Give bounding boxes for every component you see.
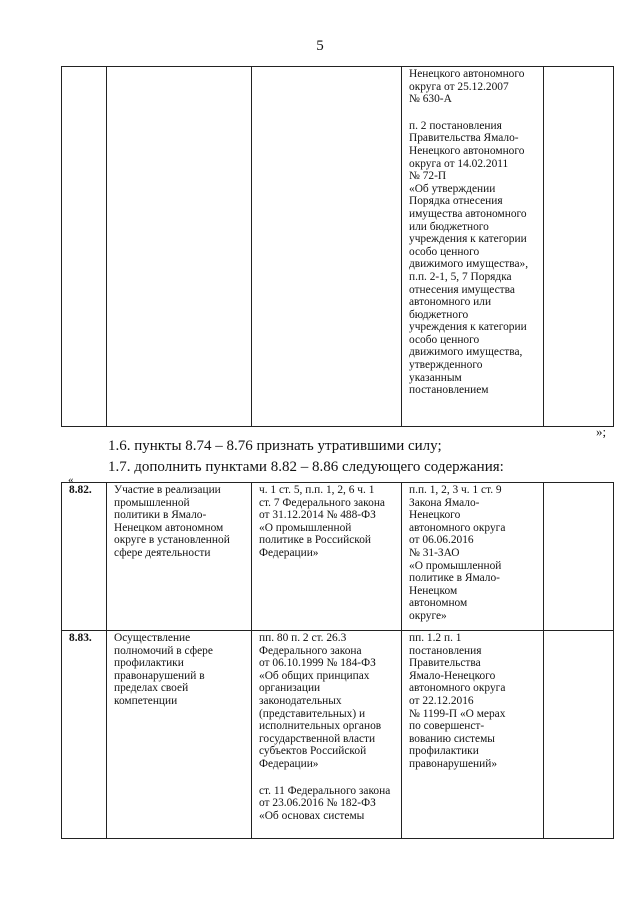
table-row xyxy=(62,483,614,631)
cell-notes xyxy=(544,67,614,427)
page-number: 5 xyxy=(316,38,324,54)
item-regional-basis: пп. 1.2 п. 1 постановления Правительства Ямало-Ненецкого автономного округа от 22.12.2016 № 1199-П «О мерах по совершенст- вованию системы профилактики правонарушений» xyxy=(402,631,544,839)
item-number: 8.82. xyxy=(62,483,107,631)
closing-quote: »; xyxy=(596,424,607,439)
cell-federal-basis xyxy=(252,67,402,427)
item-function: Осуществление полномочий в сфере профилактики правонарушений в пределах своей компетенции xyxy=(107,631,252,839)
table-new-items xyxy=(61,482,614,839)
item-function: Участие в реализации промышленной политики в Ямало- Ненецком автономном округе в установленной сфере деятельности xyxy=(107,483,252,631)
item-federal-basis xyxy=(252,631,402,839)
item-regional-basis: п.п. 1, 2, 3 ч. 1 ст. 9 Закона Ямало- Ненецкого автономного округа от 06.06.2016 № 31-ЗАО «О промышленной политике в Ямало- Ненецком автономном округе» xyxy=(402,483,544,631)
opening-quote: « xyxy=(68,474,74,486)
amendment-statement: 1.6. пункты 8.74 – 8.76 признать утратившими силу; xyxy=(108,438,442,454)
item-notes xyxy=(544,483,614,631)
item-federal-basis: ч. 1 ст. 5, п.п. 1, 2, 6 ч. 1 ст. 7 Федерального закона от 31.12.2014 № 488-ФЗ «О промышленной политике в Российской Федерации» xyxy=(252,483,402,631)
table-continuation xyxy=(61,66,614,427)
federal-basis-text: ст. 11 Федерального закона от 23.06.2016 № 182-ФЗ «Об основах системы xyxy=(259,784,391,822)
cell-regional-basis xyxy=(402,67,544,427)
federal-basis-text: пп. 80 п. 2 ст. 26.3 Федерального закона от 06.10.1999 № 184-ФЗ «Об общих принципах организации законодательных (представительных) и исполнительных органов государственной власти субъектов Российской Федерации» xyxy=(259,632,382,770)
table-row xyxy=(62,631,614,839)
cell-function xyxy=(107,67,252,427)
table-row xyxy=(62,67,614,427)
item-notes xyxy=(544,631,614,839)
item-number: 8.83. xyxy=(62,631,107,839)
regional-basis-text: п. 2 постановления Правительства Ямало- Ненецкого автономного округа от 14.02.2011 № 72-П «Об утверждении Порядка отнесения имущества автономного или бюджетного учреждения к категории особо ценного движимого имущества», п.п. 2-1, 5, 7 Порядка отнесения имущества автономного или бюджетного учреждения к категории особо ценного движимого имущества, утвержденного указанным постановлением xyxy=(409,119,529,397)
cell-number xyxy=(62,67,107,427)
amendment-statement: 1.7. дополнить пунктами 8.82 – 8.86 следующего содержания: xyxy=(108,459,504,475)
regional-basis-text: Ненецкого автономного округа от 25.12.2007 № 630-А xyxy=(409,68,525,106)
